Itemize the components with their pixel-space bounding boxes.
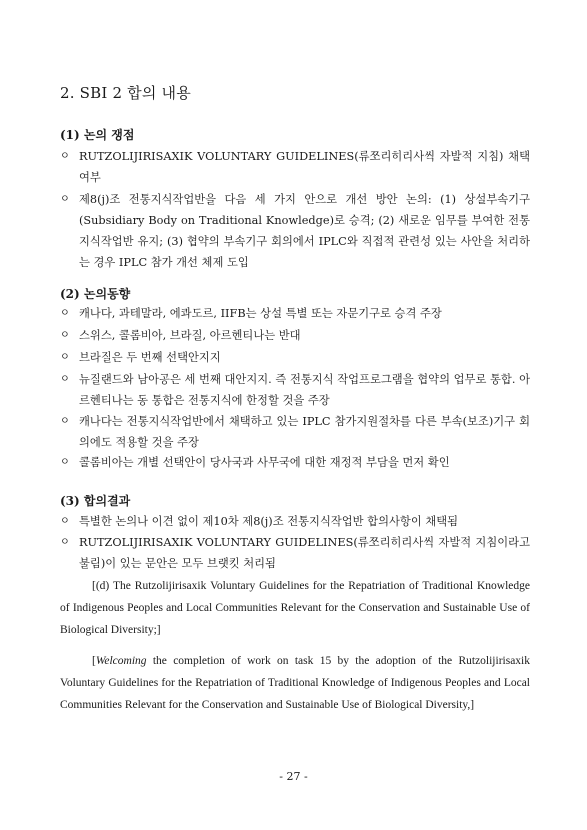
bullet-marker: ㅇ xyxy=(60,151,70,162)
quoted-paragraph xyxy=(60,650,530,716)
list-item xyxy=(60,325,530,346)
quoted-text xyxy=(60,650,530,716)
list-item xyxy=(60,303,530,324)
list-item-text: RUTZOLIJIRISAXIK VOLUNTARY GUIDELINES(류쪼리히리사씩 자발적 지침) 채택 여부 xyxy=(79,150,530,184)
page-number: - 27 - xyxy=(279,770,308,783)
list-item xyxy=(60,347,530,368)
list-item xyxy=(60,189,530,273)
list-item xyxy=(60,411,530,453)
list-item-text: 브라질은 두 번째 선택안지지 xyxy=(79,351,221,364)
bullet-marker: ㅇ xyxy=(60,457,70,468)
list-item xyxy=(60,511,530,532)
list-item xyxy=(60,369,530,411)
issues-heading: (1) 논의 쟁점 xyxy=(60,128,135,142)
list-item xyxy=(60,452,530,473)
bullet-marker: ㅇ xyxy=(60,330,70,341)
list-item-text: 제8(j)조 전통지식작업반을 다음 세 가지 안으로 개선 방안 논의: (1) 상설부속기구(Subsidiary Body on Traditional Knowledge)로 승격; (2) 새로운 임무를 부여한 전통지식작업반 유지; (3) 협약의 부속기구 회의에서 IPLC와 직접적 관련성 있는 사안을 처리하는 경우 IPLC 참가 개선 체제 도입 xyxy=(79,193,530,269)
list-item-text: 콜롬비아는 개별 선택안이 당사국과 사무국에 대한 재정적 부담을 먼저 확인 xyxy=(79,456,450,469)
bracket-open: [ xyxy=(92,655,96,667)
list-item-text: 스위스, 콜롬비아, 브라질, 아르헨티나는 반대 xyxy=(79,329,301,342)
quoted-text-rest: the completion of work on task 15 by the adoption of the Rutzolijirisaxik Voluntary Guidelines for the Repatriation of Traditional Knowledge of Indigenous Peoples and Local Communities Relevant for the Conservation and Sustainable Use of Biological Diversity,] xyxy=(60,655,530,711)
section-title: 2. SBI 2 합의 내용 xyxy=(60,84,191,102)
list-item xyxy=(60,146,530,188)
list-item-text: 캐나다, 과테말라, 에콰도르, IIFB는 상설 특별 또는 자문기구로 승격 주장 xyxy=(79,307,442,320)
list-item xyxy=(60,532,530,574)
bullet-marker: ㅇ xyxy=(60,194,70,205)
bullet-marker: ㅇ xyxy=(60,352,70,363)
results-heading: (3) 합의결과 xyxy=(60,494,131,508)
list-item-text: 캐나다는 전통지식작업반에서 채택하고 있는 IPLC 참가지원절차를 다른 부속(보조)기구 회의에도 적용할 것을 주장 xyxy=(79,415,530,449)
list-item-text: 특별한 논의나 이견 없이 제10차 제8(j)조 전통지식작업반 합의사항이 채택됨 xyxy=(79,515,459,528)
bullet-marker: ㅇ xyxy=(60,516,70,527)
trends-heading: (2) 논의동향 xyxy=(60,287,131,301)
bullet-marker: ㅇ xyxy=(60,537,70,548)
quoted-paragraph xyxy=(60,575,530,641)
bullet-marker: ㅇ xyxy=(60,374,70,385)
bullet-marker: ㅇ xyxy=(60,308,70,319)
list-item-text: RUTZOLIJIRISAXIK VOLUNTARY GUIDELINES(류쪼리히리사씩 자발적 지침이라고 불림)이 있는 문안은 모두 브랫킷 처리됨 xyxy=(79,536,530,570)
list-item-text: 뉴질랜드와 남아공은 세 번째 대안지지. 즉 전통지식 작업프로그램을 협약의 업무로 통합. 아르헨티나는 동 통합은 전통지식에 한정할 것을 주장 xyxy=(79,373,530,407)
bullet-marker: ㅇ xyxy=(60,416,70,427)
italic-term: Welcoming xyxy=(95,655,147,667)
quoted-text: [(d) The Rutzolijirisaxik Voluntary Guidelines for the Repatriation of Traditional Knowledge of Indigenous Peoples and Local Communities Relevant for the Conservation and Sustainable Use of Biological Diversity;] xyxy=(60,580,530,636)
